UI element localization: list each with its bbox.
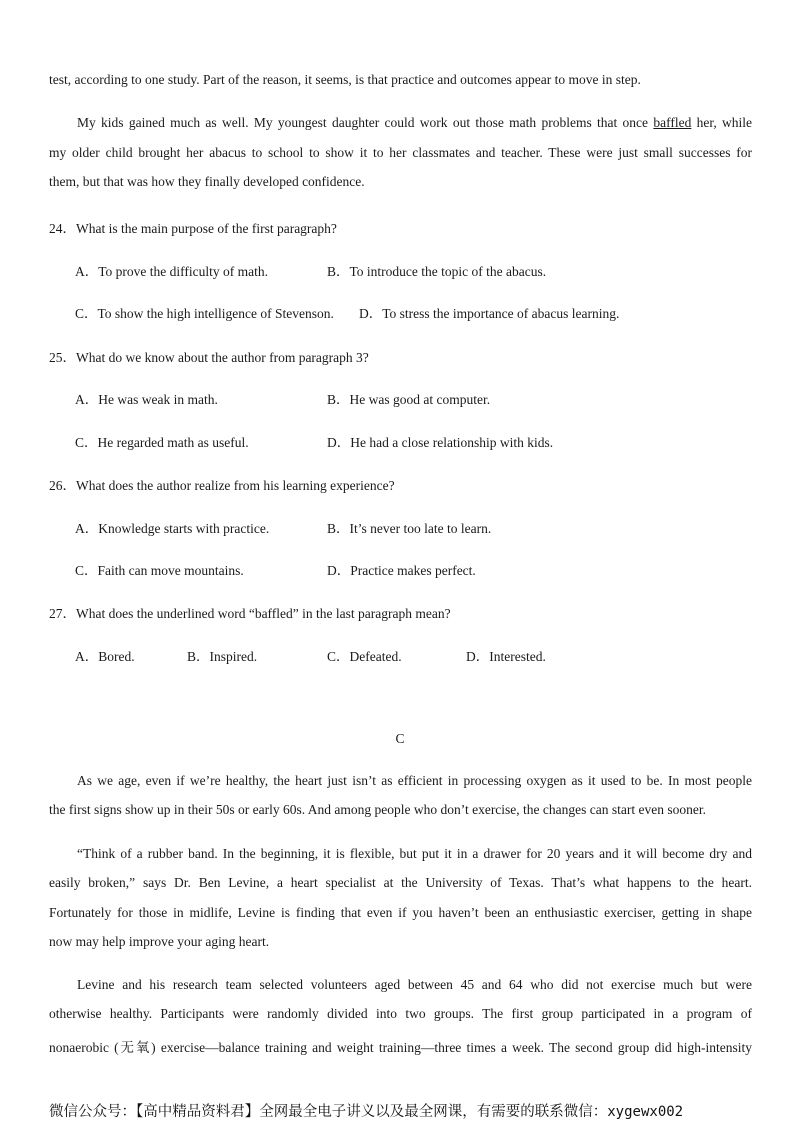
question-stem: 27．What does the underlined word “baffled” in the last paragraph mean? <box>49 606 451 621</box>
passage-c-paragraph-line: otherwise healthy. Participants were randomly divided into two groups. The first group participated in a program of <box>49 1006 752 1021</box>
passage-c-paragraph-line: now may help improve your aging heart. <box>49 934 270 949</box>
answer-option: C．Defeated. <box>327 649 402 664</box>
answer-option: D．Practice makes perfect. <box>327 563 476 578</box>
question-stem: 26．What does the author realize from his learning experience? <box>49 478 395 493</box>
answer-option: A．Bored. <box>75 649 135 664</box>
answer-option: B．He was good at computer. <box>327 392 491 407</box>
passage-b-paragraph-line: My kids gained much as well. My youngest daughter could work out those math problems that once baffled her, while <box>77 115 752 130</box>
question-stem: 24．What is the main purpose of the first paragraph? <box>49 221 337 236</box>
passage-c-paragraph-line: Fortunately for those in midlife, Levine is finding that even if you haven’t been an enthusiastic exerciser, getting in shape <box>49 905 752 920</box>
passage-c-paragraph-line: Levine and his research team selected volunteers aged between 45 and 64 who did not exercise much but were <box>77 977 752 992</box>
answer-option: D．Interested. <box>466 649 546 664</box>
passage-b-paragraph-line: them, but that was how they finally developed confidence. <box>49 174 365 189</box>
underlined-word: baffled <box>653 115 692 130</box>
answer-option: B．To introduce the topic of the abacus. <box>327 264 547 279</box>
answer-option: C．To show the high intelligence of Stevenson. <box>75 306 334 321</box>
section-heading: C <box>395 731 405 746</box>
passage-c-paragraph-line: the first signs show up in their 50s or early 60s. And among people who don’t exercise, the changes can start even sooner. <box>49 802 706 817</box>
answer-option: D．To stress the importance of abacus learning. <box>359 306 620 321</box>
answer-option: B．Inspired. <box>187 649 258 664</box>
passage-c-paragraph-line: “Think of a rubber band. In the beginning, it is flexible, but put it in a drawer for 20 years and it will become dry and <box>77 846 752 861</box>
passage-b-paragraph-line: my older child brought her abacus to school to show it to her classmates and teacher. These were just small successes for <box>49 145 752 160</box>
passage-c-paragraph-line: nonaerobic (无氧) exercise—balance training and weight training—three times a week. The second group did high-intensity <box>49 1040 752 1055</box>
answer-option: C．He regarded math as useful. <box>75 435 249 450</box>
footer-contact: 微信公众号：【高中精品资料君】全网最全电子讲义以及最全网课，有需要的联系微信：xygewx002 <box>49 1104 684 1120</box>
wechat-id: xygewx002 <box>607 1104 684 1120</box>
answer-option: A．To prove the difficulty of math. <box>75 264 269 279</box>
passage-b-line: test, according to one study. Part of the reason, it seems, is that practice and outcomes appear to move in step. <box>49 72 641 87</box>
answer-option: C．Faith can move mountains. <box>75 563 244 578</box>
passage-c-paragraph-line: As we age, even if we’re healthy, the heart just isn’t as efficient in processing oxygen as it used to be. In most people <box>77 773 752 788</box>
passage-c-paragraph-line: easily broken,” says Dr. Ben Levine, a heart specialist at the University of Texas. That’s what happens to the heart. <box>49 875 752 890</box>
question-stem: 25．What do we know about the author from paragraph 3? <box>49 350 369 365</box>
answer-option: A．He was weak in math. <box>75 392 218 407</box>
answer-option: D．He had a close relationship with kids. <box>327 435 554 450</box>
answer-option: A．Knowledge starts with practice. <box>75 521 270 536</box>
answer-option: B．It’s never too late to learn. <box>327 521 492 536</box>
